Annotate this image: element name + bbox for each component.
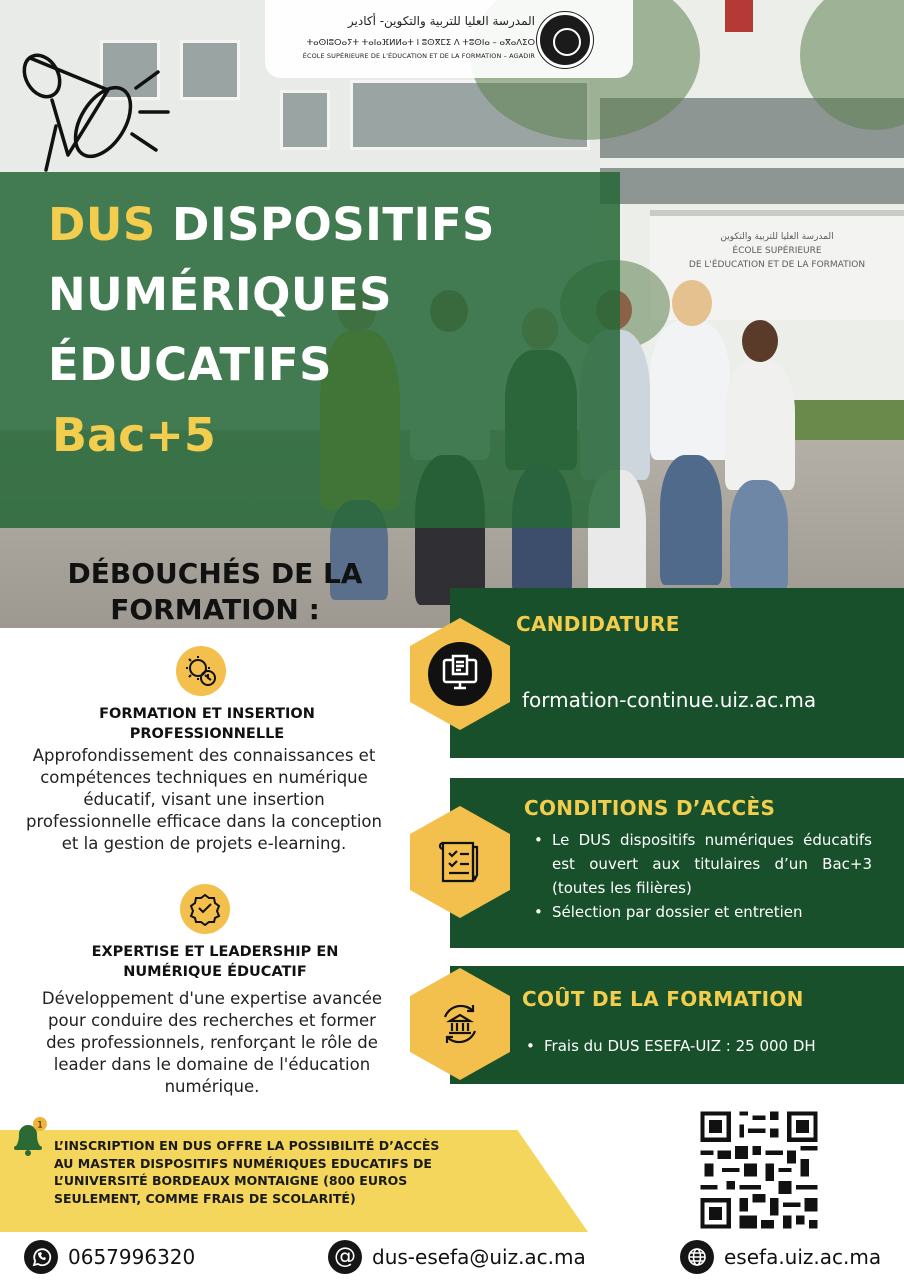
cout-title: COÛT DE LA FORMATION: [522, 987, 804, 1011]
debouches-title: DÉBOUCHÉS DE LA FORMATION :: [67, 557, 363, 626]
debouche-1-text: Approfondissement des connaissances et compétences techniques en numérique éducatif, visant une insertion professionnelle efficace dans la conception et la gestion de projets e-learning.: [26, 746, 382, 853]
school-name-tifinagh: ⵜⴰⵙⵏⵓⵔⴰⵢⵜ ⵜⴰⵏⴰⴼⵍⵍⴰⵜ ⵏ ⵓⵙⴳⵎⵉ ⴷ ⵜⵓⵙⵏⴰ – ⴰⴳⴰⴷⵉⵔ: [306, 38, 535, 48]
debouche-2-heading: EXPERTISE ET LEADERSHIP EN NUMÉRIQUE ÉDUCATIF: [91, 944, 339, 980]
website-url: esefa.uiz.ac.ma: [724, 1245, 882, 1269]
title-level: Bac+5: [52, 408, 216, 462]
building-sign: المدرسة العليا للتربية والتكوين ÉCOLE SUPÉRIEURE DE L'ÉDUCATION ET DE LA FORMATION: [650, 210, 904, 320]
title-dus: DUS: [48, 198, 156, 251]
email-address: dus-esefa@uiz.ac.ma: [372, 1245, 586, 1269]
conditions-bullet: • Le DUS dispositifs numériques éducatifs est ouvert aux titulaires d’un Bac+3 (toutes les filières): [528, 828, 872, 900]
conditions-title: CONDITIONS D’ACCÈS: [524, 796, 776, 820]
contact-email[interactable]: [328, 1238, 586, 1276]
candidature-url[interactable]: formation-continue.uiz.ac.ma: [522, 688, 817, 712]
globe-icon: [680, 1240, 714, 1274]
conditions-bullet: • Sélection par dossier et entretien: [528, 900, 872, 924]
school-seal-logo: [537, 12, 593, 68]
bell-badge: 1: [37, 1120, 43, 1131]
phone-number: 0657996320: [68, 1245, 196, 1269]
cout-card: [450, 966, 904, 1084]
document-checklist-icon: [428, 830, 492, 894]
megaphone-icon: [8, 30, 178, 180]
bell-icon: [6, 1114, 50, 1158]
contact-phone[interactable]: [24, 1238, 195, 1276]
title-dispositifs: DISPOSITIFS: [155, 198, 495, 251]
school-logo-bar: [265, 0, 633, 78]
title-line-1: [48, 198, 495, 251]
debouche-1-heading: FORMATION ET INSERTION PROFESSIONNELLE: [99, 706, 315, 742]
computer-form-icon: [428, 642, 492, 706]
badge-stars-icon: [180, 884, 230, 934]
at-sign-icon: @: [328, 1240, 362, 1274]
contact-website[interactable]: [680, 1238, 881, 1276]
whatsapp-icon: [24, 1240, 58, 1274]
qr-code[interactable]: [696, 1107, 822, 1233]
conditions-list: [528, 828, 872, 924]
flag: [725, 0, 753, 32]
gear-clock-icon: [176, 646, 226, 696]
school-name-arabic: المدرسة العليا للتربية والتكوين- أكادير: [347, 14, 535, 28]
title-line-2: NUMÉRIQUES: [48, 268, 393, 321]
cout-list: [520, 1034, 880, 1058]
school-name-french: ÉCOLE SUPÉRIEURE DE L'ÉDUCATION ET DE LA FORMATION – AGADIR: [302, 52, 535, 60]
cout-bullet: • Frais du DUS ESEFA-UIZ : 25 000 DH: [520, 1034, 880, 1058]
debouche-2-text: Développement d'une expertise avancée pour conduire des recherches et former des professionnels, renforçant le rôle de leader dans le domaine de l'éducation numérique.: [41, 989, 383, 1096]
candidature-title: CANDIDATURE: [516, 612, 680, 636]
bank-cycle-icon: [428, 992, 492, 1056]
title-line-3: ÉDUCATIFS: [48, 338, 333, 391]
master-access-text: L’INSCRIPTION EN DUS OFFRE LA POSSIBILITÉ D’ACCÈS AU MASTER DISPOSITIFS NUMÉRIQUES EDUCATIFS DE L’UNIVERSITÉ BORDEAUX MONTAIGNE (800 EUROS SEULEMENT, COMME FRAIS DE SCOLARITÉ): [54, 1138, 440, 1206]
